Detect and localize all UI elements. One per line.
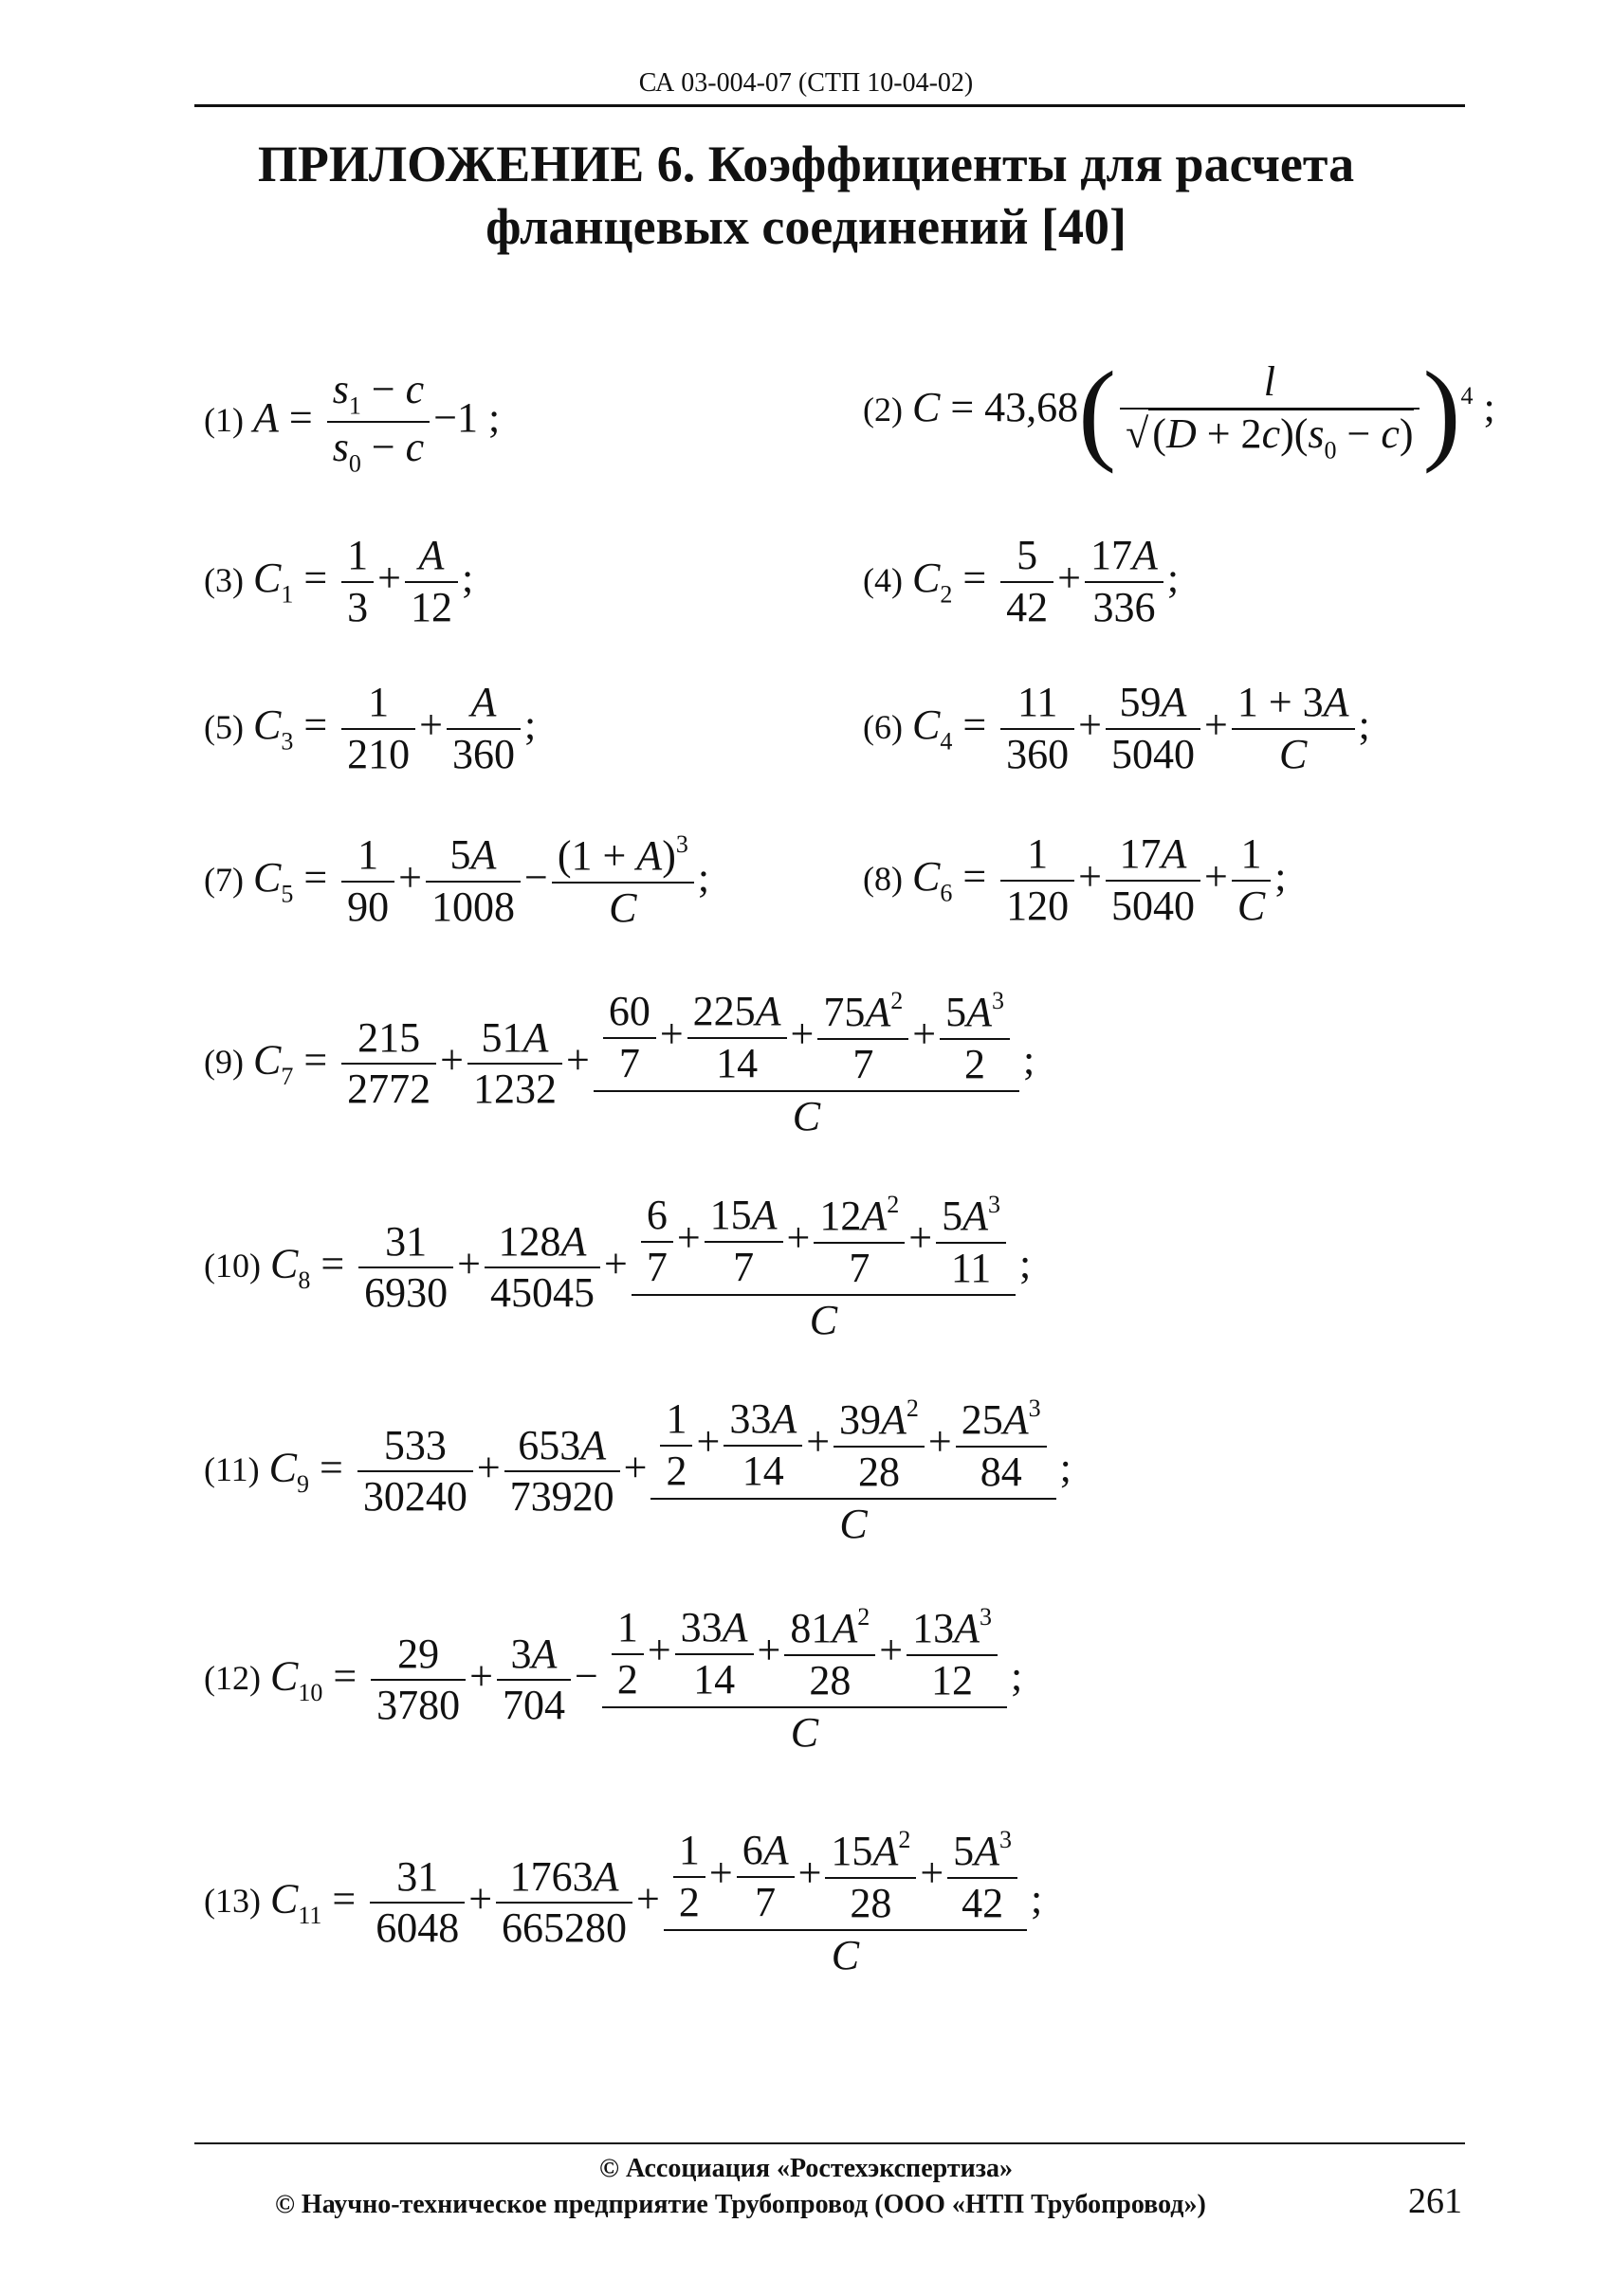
equation-10: (10) $C_8$ = $\frac{31}{6930}$ + $\frac{128A}{45045}$ + $\frac{6}{7}$ + $\frac{15A}{7}$ + $\frac{12A^2}{7}$ + $\frac{5A^3}{11}$ C ; xyxy=(204,1190,1031,1346)
header-code: СА 03-004-07 (СТП 10-04-02) xyxy=(638,68,974,98)
equation-11: (11) $C_9$ = $\frac{533}{30240}$ + $\frac{653A}{73920}$ + $\frac{1}{2}$ + $\frac{33A}{14}$ + $\frac{39A^2}{28}$ + $\frac{25A^3}{84}$ C ; xyxy=(204,1394,1072,1550)
header-rule xyxy=(194,104,1465,107)
equation-13: (13) $C_{11}$ = $\frac{31}{6048}$ + $\frac{1763A}{665280}$ + $\frac{1}{2}$ + $\frac{6A}{7}$ + $\frac{15A^2}{28}$ + $\frac{5A^3}{42}$ C ; xyxy=(204,1825,1042,1981)
equation-4: (4) $C_2$ = $\frac{5}{42}$ + $\frac{17A}{336}$ ; xyxy=(863,531,1179,633)
equation-2: (2) C = 43,68( $\frac{l}{√(D + 2c)(s_0 - c)}$ )$^4$ ; xyxy=(863,348,1495,474)
page-title xyxy=(0,133,1612,258)
equation-8: (8) $C_6$ = $\frac{1}{120}$ + $\frac{17A}{5040}$ + $\frac{1}{C}$ ; xyxy=(863,829,1286,932)
footer-copyright-1: © Ассоциация «Ростехэкспертиза» xyxy=(599,2154,1013,2183)
equation-6: (6) $C_4$ = $\frac{11}{360}$ + $\frac{59A}{5040}$ + $\frac{1 + 3A}{C}$ ; xyxy=(863,678,1370,780)
footer-copyright-2: © Научно-техническое предприятие Трубопровод (ООО «НТП Трубопровод») xyxy=(275,2190,1206,2219)
footer-rule xyxy=(194,2142,1465,2144)
equation-7: (7) $C_5$ = $\frac{1}{90}$ + $\frac{5A}{1008}$ − $\frac{(1 + A)^3}{C}$ ; xyxy=(204,829,709,934)
page-number: 261 xyxy=(1408,2181,1462,2221)
equation-5: (5) $C_3$ = $\frac{1}{210}$ + $\frac{A}{360}$ ; xyxy=(204,678,536,780)
equation-1: (1) A = $\frac{s_1 - c}{s_0 - c}$ −1 ; xyxy=(204,366,501,478)
title-line-1: ПРИЛОЖЕНИЕ 6. Коэффициенты для расчета xyxy=(257,136,1355,192)
equation-3: (3) $C_1$ = $\frac{1}{3}$ + $\frac{A}{12}$ ; xyxy=(204,531,473,633)
equation-9: (9) $C_7$ = $\frac{215}{2772}$ + $\frac{51A}{1232}$ + $\frac{60}{7}$ + $\frac{225A}{14}$ + $\frac{75A^2}{7}$ + $\frac{5A^3}{2}$ C ; xyxy=(204,986,1035,1142)
title-line-2: фланцевых соединений [40] xyxy=(485,198,1127,255)
equation-12: (12) $C_{10}$ = $\frac{29}{3780}$ + $\frac{3A}{704}$ − $\frac{1}{2}$ + $\frac{33A}{14}$ + $\frac{81A^2}{28}$ + $\frac{13A^3}{12}$ C ; xyxy=(204,1602,1022,1758)
